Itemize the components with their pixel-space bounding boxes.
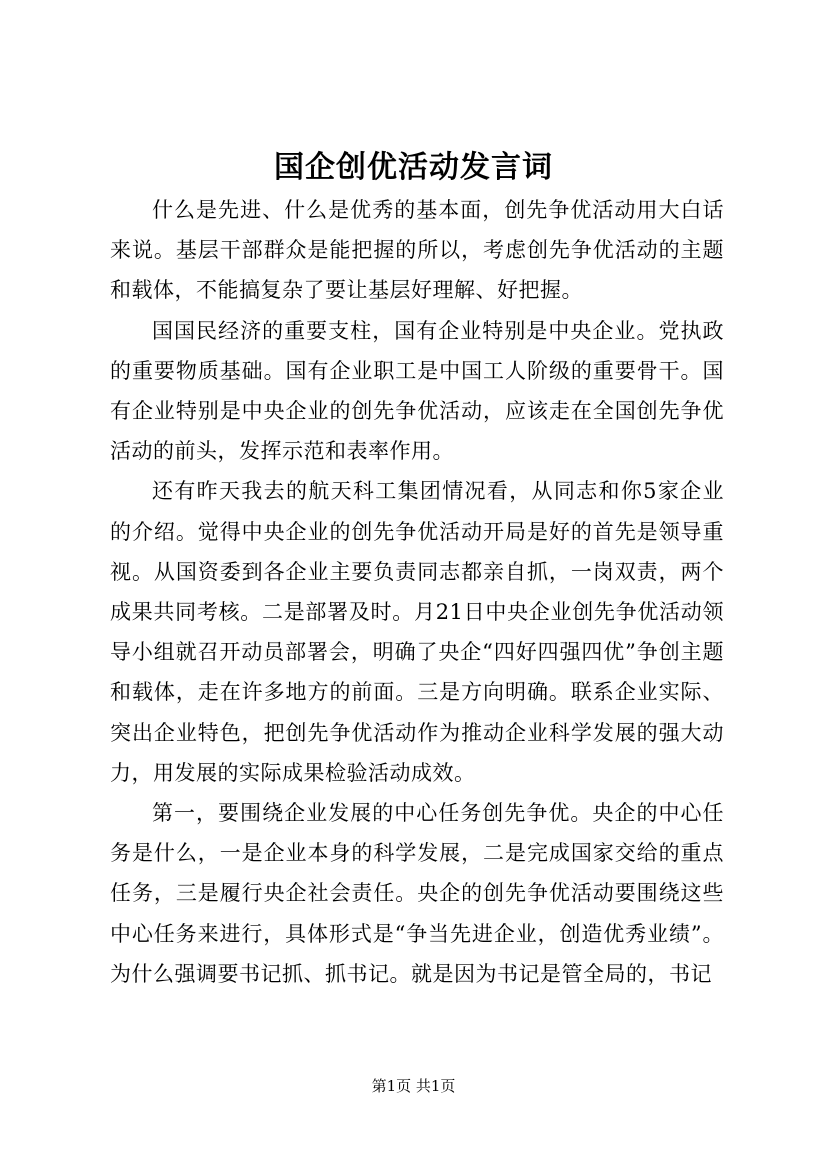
paragraph: 第一，要围绕企业发展的中心任务创先争优。央企的中心任务是什么，一是企业本身的科学发展，二是完成国家交给的重点任务，三是履行央企社会责任。央企的创先争优活动要围绕这些中心任务来进行，具体形式是“争当先进企业，创造优秀业绩”。为什么强调要书记抓、抓书记。就是因为书记是管全局的，书记 — [110, 801, 724, 986]
document-body — [110, 190, 724, 994]
paragraph: 还有昨天我去的航天科工集团情况看，从同志和你5家企业的介绍。觉得中央企业的创先争优活动开局是好的首先是领导重视。从国资委到各企业主要负责同志都亲自抓，一岗双责，两个成果共同考核。二是部署及时。月21日中央企业创先争优活动领导小组就召开动员部署会，明确了央企“四好四强四优”争创主题和载体，走在许多地方的前面。三是方向明确。联系企业实际、突出企业特色，把创先争优活动作为推动企业科学发展的强大动力，用发展的实际成果检验活动成效。 — [110, 479, 724, 785]
page-footer — [0, 1076, 827, 1096]
page-number-label: 第1页 共1页 — [371, 1077, 456, 1095]
document-title: 国企创优活动发言词 — [274, 150, 553, 185]
paragraph: 什么是先进、什么是优秀的基本面，创先争优活动用大白话来说。基层干部群众是能把握的所以，考虑创先争优活动的主题和载体，不能搞复杂了要让基层好理解、好把握。 — [110, 198, 724, 303]
paragraph: 国国民经济的重要支柱，国有企业特别是中央企业。党执政的重要物质基础。国有企业职工是中国工人阶级的重要骨干。国有企业特别是中央企业的创先争优活动，应该走在全国创先争优活动的前头，发挥示范和表率作用。 — [110, 318, 724, 464]
